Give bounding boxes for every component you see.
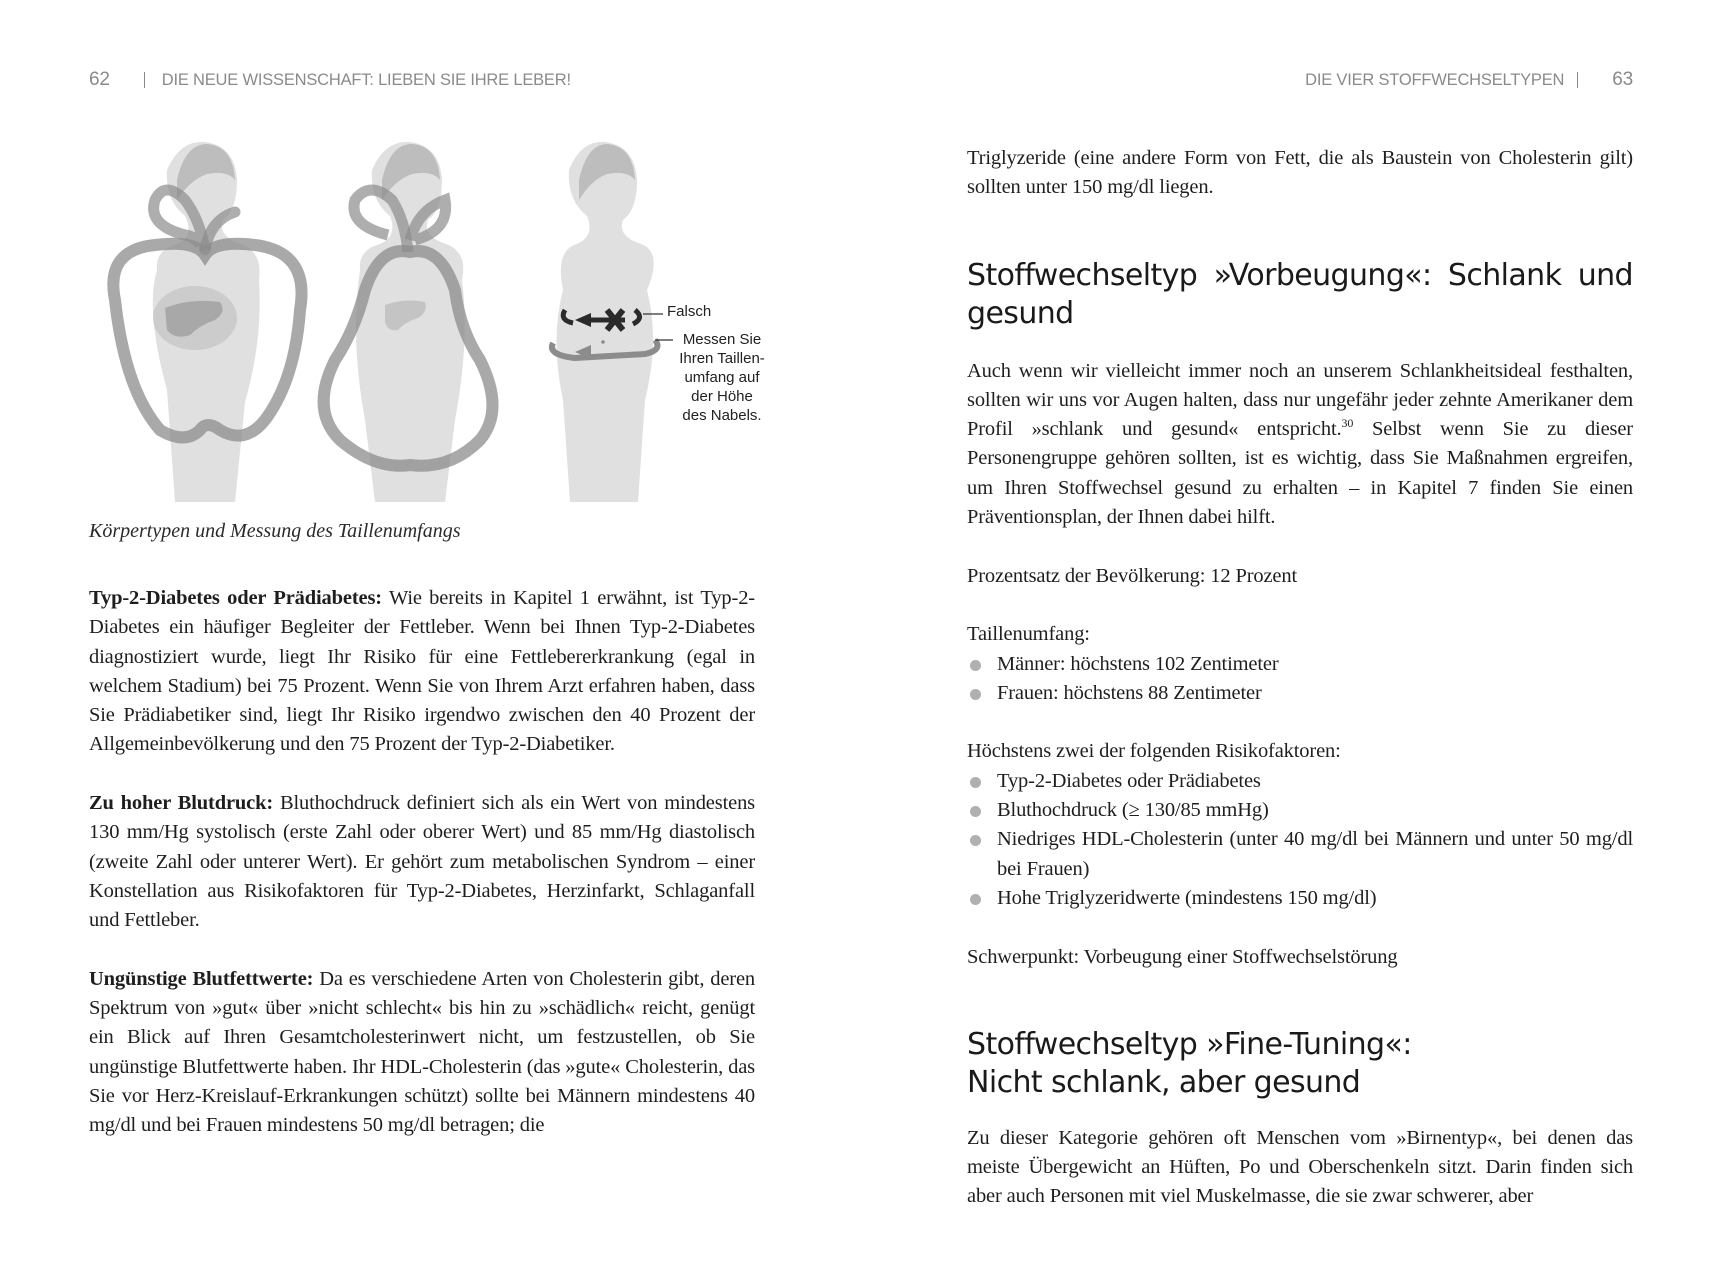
chapter-title: DIE NEUE WISSENSCHAFT: LIEBEN SIE IHRE LEBER!: [161, 70, 571, 89]
risk-list: [967, 767, 1633, 913]
list-item: Typ-2-Diabetes oder Prädiabetes: [967, 767, 1633, 796]
page-number-left: 62: [89, 69, 110, 90]
waist-list: [967, 650, 1633, 709]
paragraph-blood-pressure: Zu hoher Blutdruck: Bluthochdruck definiert sich als ein Wert von mindestens 130 mm/Hg systolisch (erste Zahl oder oberer Wert) und 85 mm/Hg diastolisch (zweite Zahl oder unterer Wert). Er gehört zum metabolischen Syndrom – einer Konstellation aus Risikofaktoren für Typ-2-Diabetes, Herzinfarkt, Schlaganfall und Fettleber.: [89, 792, 755, 932]
left-page-body: [89, 584, 755, 1170]
waist-label: Taillenumfang:: [967, 623, 1090, 646]
body-types-illustration: [95, 140, 775, 502]
footnote-ref: 30: [1341, 416, 1354, 431]
label-falsch: Falsch: [667, 303, 712, 320]
risk-criteria: [967, 737, 1633, 913]
paragraph-blood-lipids: Ungünstige Blutfettwerte: Da es verschiedene Arten von Cholesterin gibt, deren Spektrum von »gut« über »nicht schlecht« bis hin zu »schädlich« reicht, genügt ein Blick auf Ihren Gesamtcholesterinwert nicht, um festzustellen, ob Sie ungünstige Blutfettwerte haben. Ihr HDL-Cholesterin (das »gute« Cholesterin, das Sie vor Herz-Kreislauf-Erkrankungen schützt) sollte bei Männern mindestens 40 mg/dl und bei Frauen mindestens 50 mg/dl betragen; die: [89, 967, 755, 1137]
paragraph-fine-tuning: Zu dieser Kategorie gehören oft Menschen vom »Birnentyp«, bei denen das meiste Übergewicht an Hüften, Po und Oberschenkeln sitzt. Darin finden sich aber auch Personen mit viel Muskelmasse, die sie zwar schwerer, aber: [967, 1126, 1633, 1208]
page-number-right: 63: [1612, 69, 1633, 90]
header-divider: [1577, 72, 1578, 88]
right-page-body: [967, 144, 1633, 1241]
list-item: Männer: höchstens 102 Zentimeter: [967, 650, 1633, 679]
risk-label: Höchstens zwei der folgenden Risikofaktoren:: [967, 740, 1341, 763]
running-head-right: [1305, 66, 1633, 94]
paragraph-diabetes: Typ-2-Diabetes oder Prädiabetes: Wie bereits in Kapitel 1 erwähnt, ist Typ-2-Diabetes ein häufiger Begleiter der Fettleber. Wenn bei Ihnen Typ-2-Diabetes diagnostiziert wurde, liegt Ihr Risiko für eine Fettlebererkrankung (egal in welchem Stadium) bei 75 Prozent. Wenn Sie von Ihrem Arzt erfahren haben, dass Sie Prädiabetiker sind, liegt Ihr Risiko irgendwo zwischen den 40 Prozent der Allgemeinbevölkerung und den 75 Prozent der Typ-2-Diabetiker.: [89, 587, 755, 756]
heading-fine-tuning: Stoffwechseltyp »Fine-Tuning«: Nicht schlank, aber gesund: [967, 1026, 1412, 1100]
list-item: Niedriges HDL-Cholesterin (unter 40 mg/dl bei Männern und unter 50 mg/dl bei Frauen): [967, 825, 1633, 884]
section-title: DIE VIER STOFFWECHSELTYPEN: [1305, 70, 1565, 89]
paragraph-vorbeugung: Auch wenn wir vielleicht immer noch an unserem Schlankheitsideal festhalten, sollten wir uns vor Augen halten, dass nur ungefähr jeder zehnte Amerikaner dem Profil »schlank und gesund« entspricht.$^{30}$ Selbst wenn Sie zu dieser Personengruppe gehören sollten, ist es wichtig, dass Sie Maßnahmen ergreifen, um Ihren Stoffwechsel gesund zu erhalten – in Kapitel 7 finden Sie einen Präventionsplan, der Ihnen dabei hilft.: [967, 359, 1633, 529]
focus-line: Schwerpunkt: Vorbeugung einer Stoffwechselstörung: [967, 945, 1398, 968]
list-item: Frauen: höchstens 88 Zentimeter: [967, 679, 1633, 708]
waist-measure-figure: [552, 142, 673, 502]
pear-body-figure: [324, 142, 493, 502]
list-item: Bluthochdruck (≥ 130/85 mmHg): [967, 796, 1633, 825]
header-divider: [144, 72, 145, 88]
population-share: Prozentsatz der Bevölkerung: 12 Prozent: [967, 564, 1298, 587]
list-item: Hohe Triglyzeridwerte (mindestens 150 mg/dl): [967, 884, 1633, 913]
figure-caption: Körpertypen und Messung des Taillenumfangs: [89, 520, 461, 542]
heading-vorbeugung: Stoffwechseltyp »Vorbeugung«: Schlank und gesund: [967, 257, 1633, 331]
apple-body-figure: [113, 142, 301, 502]
paragraph-triglycerides: Triglyzeride (eine andere Form von Fett, die als Baustein von Cholesterin gilt) sollten unter 150 mg/dl liegen.: [967, 147, 1633, 199]
label-measurement-hint: Messen Sie Ihren Taillen- umfang auf der Höhe des Nabels.: [679, 331, 765, 424]
body-types-figure: [95, 140, 775, 502]
running-head-left: [89, 66, 571, 94]
waist-criteria: [967, 620, 1633, 708]
